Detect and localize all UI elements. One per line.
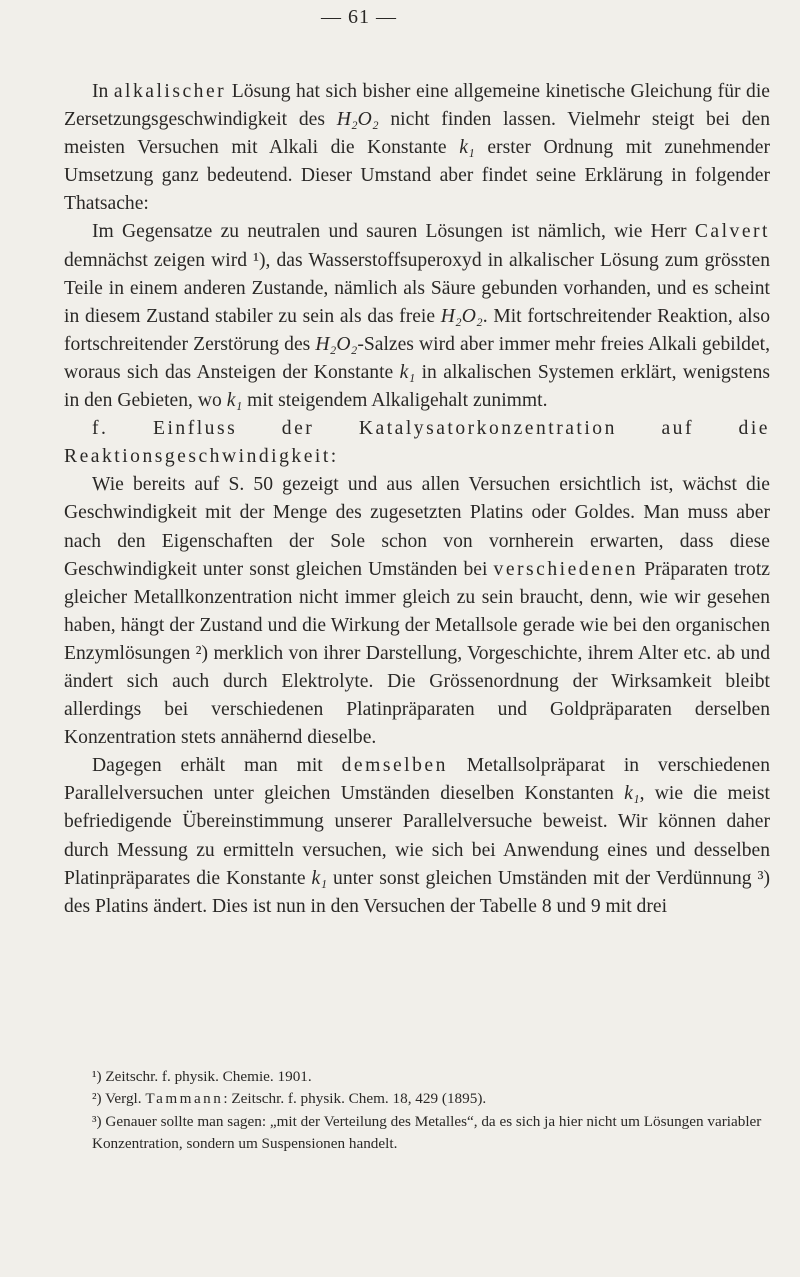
body-text [64,78,770,921]
text-run: Metallsolpräparat in verschiedenen Parallelversuchen unter gleichen Umständen dieselben Konstanten [64,755,770,805]
formula: k₁ [459,137,475,159]
text-run: . Mit fortschreitender Reaktion, also fortschreitender Zerstörung des [64,305,770,355]
spaced-text: alkalischer [113,81,227,102]
formula: H₂O₂ [315,333,358,355]
text-run: mit steigendem Alkaligehalt zunimmt. [242,390,548,412]
text-run: In [92,81,114,102]
footnote-1 [64,1066,770,1088]
formula: k₁ [624,783,640,805]
section-heading [64,415,770,471]
formula: k₁ [226,390,243,412]
page-number: — 61 — [321,6,397,28]
text-run: -Salzes wird aber immer mehr freies Alkali gebildet, woraus sich das Ansteigen der Konstante [64,333,770,383]
paragraph-calvert [64,218,770,415]
text-run: Lösung hat sich bisher eine allgemeine kinetische Gleichung für die Zersetzungsgeschwindigkeit des [64,81,770,131]
text-run: ¹) Zeitschr. f. physik. Chemie. 1901. [92,1068,312,1085]
paragraph-alkaline [64,78,770,218]
paragraph-catalyst [64,471,770,752]
footnotes [64,1066,770,1156]
formula: k₁ [399,361,416,383]
text-run: ³) Genauer sollte man sagen: „mit der Verteilung des Metalles“, da es sich ja hier nicht um Lösungen variabler Konzentration, sondern um Suspensionen handelt. [92,1112,762,1153]
formula: H₂O₂ [440,305,483,327]
spaced-text: verschiedenen [493,558,639,580]
text-run: Dagegen erhält man mit [92,755,342,777]
formula: H₂O₂ [336,109,379,131]
document-page [64,0,772,1277]
text-run: erster Ordnung mit zunehmender Umsetzung ganz bedeutend. Dieser Umstand aber findet seine Erklärung in folgender Thatsache: [64,137,770,215]
formula: k₁ [311,867,328,889]
text-run: , wie die meist befriedigende Übereinstimmung unserer Parallelversuche beweist. Wir können daher durch Messung zu ermitteln versuchen, wie sich bei Anwendung eines und desselben Platinpräparates die Konstante [64,783,770,889]
footnote-3 [64,1111,770,1156]
text-run: demnächst zeigen wird ¹), das Wasserstoffsuperoxyd in alkalischer Lösung zum grössten Teile in einem anderen Zustande, nämlich als Säure gebunden vorhanden, und es scheint in diesem Zustand stabiler zu sein als das freie [64,249,770,327]
text-run: ²) Vergl. [92,1090,146,1108]
text-run: nicht finden lassen. Vielmehr steigt bei den meisten Versuchen mit Alkali die Konstante [64,109,770,159]
text-run: Im Gegensatze zu neutralen und sauren Lösungen ist nämlich, wie Herr [92,221,695,243]
spaced-text: Tammann [145,1090,224,1108]
spaced-text: f. Einfluss der Katalysatorkonzentration auf die Reaktionsgeschwindigkeit: [64,418,770,468]
text-run: : Zeitschr. f. physik. Chem. 18, 429 (1895). [223,1090,487,1108]
text-run: Wie bereits auf S. 50 gezeigt und aus allen Versuchen ersichtlich ist, wächst die Geschwindigkeit mit der Menge des zugesetzten Platins oder Goldes. Man muss aber nach den Eigenschaften der Sole schon von vornherein erwarten, dass diese Geschwindigkeit unter sonst gleichen Umständen bei [64,474,770,580]
spaced-text: demselben [341,755,448,777]
spaced-text: Calvert [694,221,770,243]
text-run: unter sonst gleichen Umständen mit der Verdünnung ³) des Platins ändert. Dies ist nun in den Versuchen der Tabelle 8 und 9 mit drei [64,867,770,917]
paragraph-same-preparation [64,752,770,921]
text-run: in alkalischen Systemen erklärt, wenigstens in den Gebieten, wo [64,361,770,412]
text-run: Präparaten trotz gleicher Metallkonzentration nicht immer gleich zu sein braucht, denn, wie wir gesehen haben, hängt der Zustand und die Wirkung der Metallsole gerade wie bei den organischen Enzymlösungen ²) merklich von ihrer Darstellung, Vorgeschichte, ihrem Alter etc. ab und ändert sich auch durch Elektrolyte. Die Grössenordnung der Wirksamkeit bleibt allerdings bei verschiedenen Platinpräparaten und Goldpräparaten derselben Konzentration stets annähernd dieselbe. [64,558,770,749]
footnote-2 [64,1088,770,1110]
